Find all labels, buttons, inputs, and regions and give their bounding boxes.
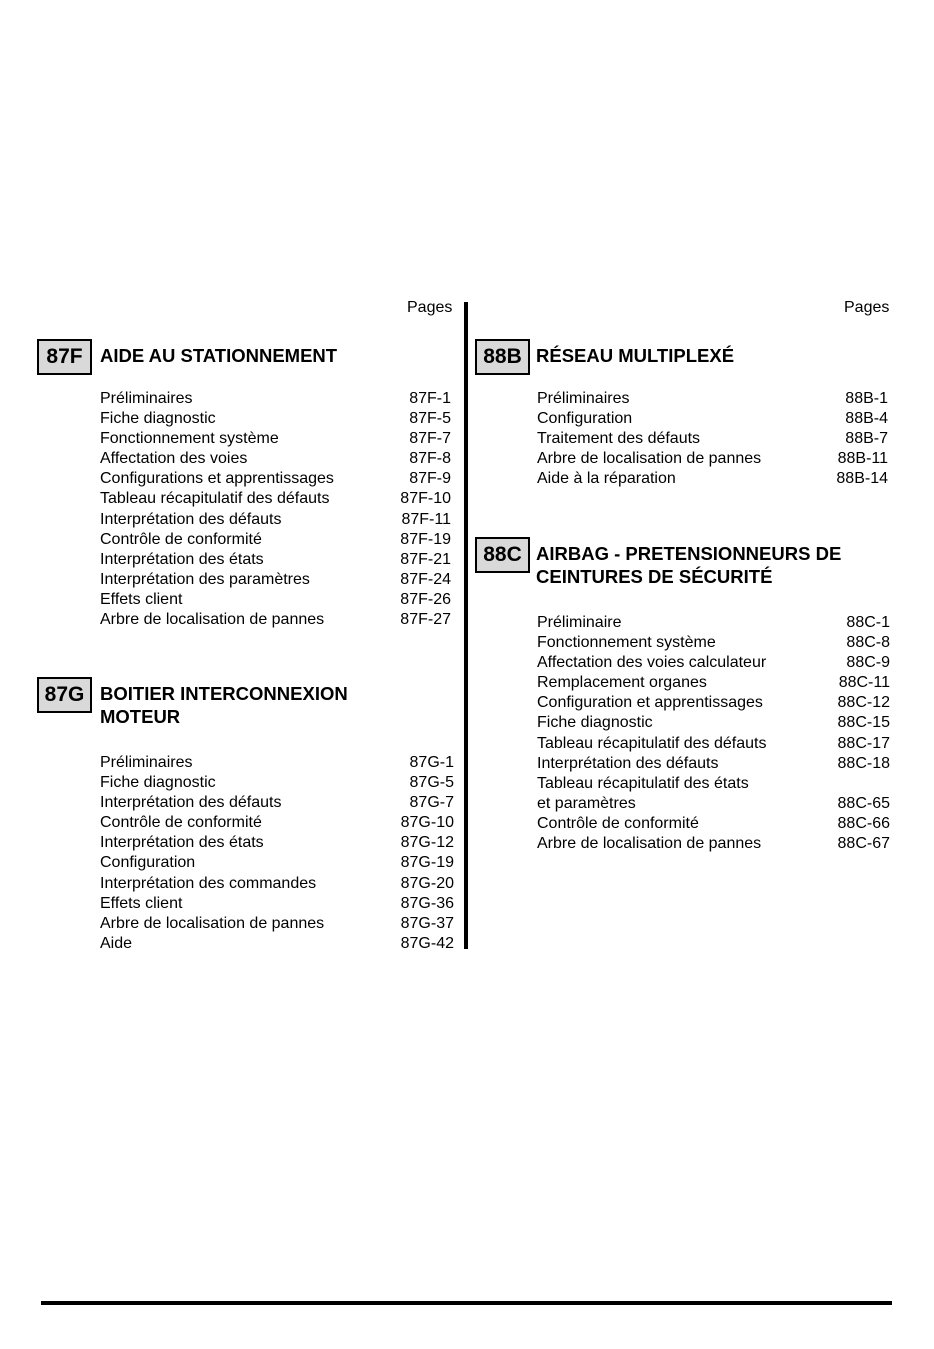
- toc-entry-page: 87F-27: [400, 611, 451, 629]
- toc-entry[interactable]: [100, 773, 454, 793]
- toc-entry-label: Affectation des voies calculateur: [537, 654, 767, 672]
- toc-entry[interactable]: [100, 530, 451, 550]
- toc-entry[interactable]: [537, 814, 890, 834]
- toc-entry-page: 88B-7: [845, 430, 888, 448]
- toc-entry[interactable]: [100, 610, 451, 630]
- toc-entry[interactable]: [100, 429, 451, 449]
- section-title: [536, 542, 841, 588]
- toc-entry[interactable]: [100, 389, 451, 409]
- toc-entry-page: 88C-18: [837, 754, 890, 772]
- toc-entry-label: Préliminaire: [537, 614, 622, 631]
- toc-entry-label: Fonctionnement système: [537, 634, 716, 652]
- toc-entry[interactable]: [100, 934, 454, 954]
- toc-entry[interactable]: [537, 429, 888, 449]
- toc-entry-page: 88B-1: [845, 390, 888, 407]
- toc-entry[interactable]: [100, 590, 451, 610]
- toc-entry[interactable]: [537, 633, 890, 653]
- toc-entry-label: Tableau récapitulatif des défauts: [537, 734, 767, 752]
- toc-entry-label: Arbre de localisation de pannes: [537, 450, 762, 468]
- toc-entry[interactable]: [100, 813, 454, 833]
- toc-entry-label: Contrôle de conformité: [100, 814, 262, 832]
- toc-entry-label: Affectation des voies: [100, 450, 248, 468]
- toc-entry-label: Fonctionnement système: [100, 430, 279, 448]
- toc-entry-label: Interprétation des défauts: [100, 794, 282, 812]
- pages-column-label-left: Pages: [407, 299, 453, 316]
- toc-entry-page: 88C-15: [837, 714, 890, 732]
- toc-entry[interactable]: [537, 794, 890, 814]
- toc-entry-page: 88C-8: [846, 634, 890, 652]
- toc-entry-label: Interprétation des états: [100, 550, 264, 568]
- toc-entry[interactable]: [537, 774, 890, 794]
- toc-entry-list: [100, 389, 451, 630]
- section-title: [100, 344, 337, 367]
- toc-entry-page: 87G-12: [400, 834, 454, 852]
- toc-entry[interactable]: [537, 469, 888, 489]
- column-divider: [464, 302, 468, 949]
- toc-entry[interactable]: [100, 550, 451, 570]
- toc-entry-page: 87F-7: [409, 430, 451, 448]
- footer-rule: [41, 1301, 892, 1305]
- section-code-badge: 87G: [37, 677, 92, 713]
- toc-entry[interactable]: [100, 510, 451, 530]
- toc-entry-label: Effets client: [100, 590, 183, 608]
- toc-entry-list: [537, 613, 890, 854]
- toc-entry[interactable]: [100, 874, 454, 894]
- section-title-line: RÉSEAU MULTIPLEXÉ: [536, 345, 735, 366]
- toc-entry-label: Arbre de localisation de pannes: [100, 611, 325, 629]
- toc-entry-page: 87G-10: [400, 814, 454, 832]
- toc-entry-page: 87F-10: [400, 490, 451, 508]
- toc-entry[interactable]: [100, 489, 451, 509]
- toc-entry-label: Tableau récapitulatif des états: [537, 774, 749, 792]
- toc-entry[interactable]: [100, 469, 451, 489]
- toc-entry-label: Configurations et apprentissages: [100, 470, 334, 488]
- toc-entry-page: 88C-65: [837, 794, 890, 812]
- toc-entry-page: 88B-14: [836, 470, 888, 488]
- toc-entry-page: 87F-1: [409, 390, 451, 407]
- toc-entry-page: 87G-5: [409, 774, 454, 792]
- section-title: [100, 682, 348, 728]
- toc-entry[interactable]: [537, 613, 890, 633]
- toc-entry-label: Interprétation des paramètres: [100, 570, 310, 588]
- toc-entry-label: Interprétation des défauts: [100, 510, 282, 528]
- section-title: [536, 344, 734, 367]
- section-title-line: CEINTURES DE SÉCURITÉ: [536, 566, 773, 587]
- toc-entry-label: Remplacement organes: [537, 674, 707, 692]
- toc-entry-label: Arbre de localisation de pannes: [537, 835, 762, 853]
- toc-entry[interactable]: [537, 713, 890, 733]
- toc-entry[interactable]: [537, 653, 890, 673]
- toc-entry[interactable]: [100, 409, 451, 429]
- toc-entry[interactable]: [100, 449, 451, 469]
- toc-entry-label: Aide: [100, 934, 133, 952]
- toc-entry-label: Fiche diagnostic: [537, 714, 653, 732]
- toc-entry[interactable]: [537, 693, 890, 713]
- toc-entry-page: 87G-36: [400, 894, 454, 912]
- toc-entry[interactable]: [537, 389, 888, 409]
- toc-entry-label: Préliminaires: [100, 390, 193, 407]
- toc-entry-page: 87F-21: [400, 550, 451, 568]
- toc-entry-page: 87F-24: [400, 570, 451, 588]
- toc-entry[interactable]: [537, 409, 888, 429]
- section-title-line: AIRBAG - PRETENSIONNEURS DE: [536, 543, 842, 564]
- toc-entry[interactable]: [537, 449, 888, 469]
- toc-entry-page: 87F-8: [409, 450, 451, 468]
- toc-entry-page: 87G-42: [400, 934, 454, 952]
- toc-entry-label: Fiche diagnostic: [100, 410, 216, 428]
- toc-entry-label: Aide à la réparation: [537, 470, 676, 488]
- toc-entry-page: 88C-17: [837, 734, 890, 752]
- toc-entry-label: Fiche diagnostic: [100, 774, 216, 792]
- section-code-badge: 88B: [475, 339, 530, 375]
- toc-entry-label: Préliminaires: [100, 754, 193, 771]
- toc-entry-page: 88C-12: [837, 694, 890, 712]
- toc-entry-page: 87F-5: [409, 410, 451, 428]
- toc-entry[interactable]: [537, 754, 890, 774]
- toc-entry-label: Contrôle de conformité: [100, 530, 262, 548]
- toc-entry-page: 88C-9: [846, 654, 890, 672]
- toc-entry[interactable]: [100, 853, 454, 873]
- section-title-line: BOITIER INTERCONNEXION: [100, 683, 348, 704]
- toc-entry-page: 87G-20: [400, 874, 454, 892]
- section-code-badge: 87F: [37, 339, 92, 375]
- toc-entry-label: Tableau récapitulatif des défauts: [100, 490, 330, 508]
- section-title-line: AIDE AU STATIONNEMENT: [100, 345, 338, 366]
- toc-entry-label: Configuration et apprentissages: [537, 694, 763, 712]
- toc-entry-label: Interprétation des défauts: [537, 754, 719, 772]
- toc-entry-page: 88C-66: [837, 814, 890, 832]
- toc-entry[interactable]: [100, 894, 454, 914]
- toc-entry[interactable]: [100, 570, 451, 590]
- toc-entry-page: 87F-11: [401, 510, 451, 528]
- section-code-badge: 88C: [475, 537, 530, 573]
- toc-entry-label: et paramètres: [537, 794, 636, 812]
- toc-entry-page: 87F-9: [409, 470, 451, 488]
- toc-entry-label: Contrôle de conformité: [537, 814, 699, 832]
- toc-entry[interactable]: [537, 673, 890, 693]
- toc-entry[interactable]: [537, 834, 890, 854]
- toc-entry[interactable]: [100, 914, 454, 934]
- toc-entry-label: Préliminaires: [537, 390, 630, 407]
- toc-entry[interactable]: [537, 734, 890, 754]
- toc-entry-list: [100, 753, 454, 954]
- toc-entry-page: 88B-4: [845, 410, 888, 428]
- pages-column-label-right: Pages: [844, 299, 890, 316]
- toc-entry-list: [537, 389, 888, 489]
- toc-entry-label: Configuration: [100, 854, 196, 872]
- toc-entry-label: Arbre de localisation de pannes: [100, 914, 325, 932]
- toc-entry-page: 87G-37: [400, 914, 454, 932]
- toc-entry-label: Interprétation des états: [100, 834, 264, 852]
- toc-entry-page: 87F-26: [400, 590, 451, 608]
- toc-entry-page: 88C-1: [846, 614, 890, 631]
- toc-entry[interactable]: [100, 833, 454, 853]
- toc-entry-page: 88C-67: [837, 835, 890, 853]
- toc-entry-label: Effets client: [100, 894, 183, 912]
- section-title-line: MOTEUR: [100, 706, 181, 727]
- toc-entry[interactable]: [100, 753, 454, 773]
- toc-entry-page: 87F-19: [400, 530, 451, 548]
- toc-entry-page: 88B-11: [837, 450, 888, 468]
- toc-entry-label: Configuration: [537, 410, 633, 428]
- toc-entry-label: Traitement des défauts: [537, 430, 701, 448]
- toc-entry-page: 87G-19: [400, 854, 454, 872]
- toc-entry-label: Interprétation des commandes: [100, 874, 317, 892]
- toc-entry-page: 88C-11: [838, 674, 890, 692]
- toc-entry-page: 87G-7: [409, 794, 454, 812]
- toc-entry-page: 87G-1: [409, 754, 454, 771]
- toc-entry[interactable]: [100, 793, 454, 813]
